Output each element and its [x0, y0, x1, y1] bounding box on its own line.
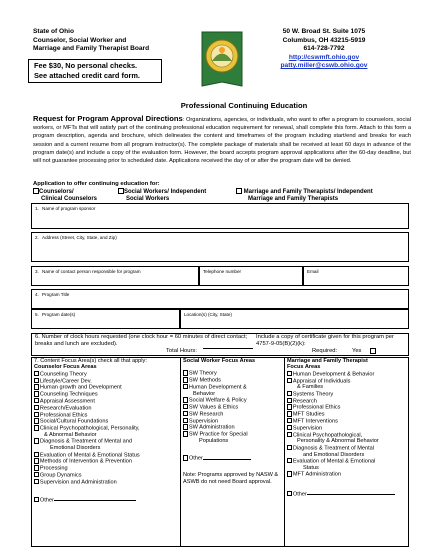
field-label: Telephone number	[203, 269, 242, 274]
focus-item[interactable]	[34, 405, 147, 412]
focus-item[interactable]	[183, 411, 281, 418]
focus-item[interactable]	[183, 424, 281, 431]
focus-label: Clinical Psychopathological, Personality,	[39, 425, 140, 432]
checkbox[interactable]	[287, 404, 292, 409]
focus-label-continued: & Abnormal Behavior	[44, 431, 97, 438]
focus-label: Professional Ethics	[39, 411, 88, 418]
counselor-column-title: Counselor Focus Areas	[34, 364, 97, 371]
contact-person-field[interactable]	[31, 266, 199, 286]
focus-item[interactable]	[287, 411, 395, 418]
focus-label: Research	[292, 398, 317, 404]
option-mft[interactable]	[236, 188, 373, 202]
focus-label: Human Development &	[188, 384, 247, 391]
checkbox[interactable]	[287, 398, 292, 403]
focus-item[interactable]	[34, 378, 147, 385]
nasw-aswb-note: Note: Programs approved by NASW & ASWB do not need Board approval.	[183, 472, 279, 485]
focus-label: Other	[39, 496, 54, 503]
address-line: 50 W. Broad St. Suite 1075	[282, 28, 366, 35]
field-label: Name of program sponsor	[42, 206, 96, 211]
checkbox[interactable]	[236, 188, 242, 194]
focus-label: Counseling Techniques	[39, 391, 98, 398]
sponsor-name-field[interactable]	[31, 203, 409, 229]
focus-label: Diagnosis & Treatment of Mental and	[39, 438, 132, 445]
focus-item[interactable]	[183, 370, 281, 377]
focus-label: Other	[188, 455, 203, 462]
field-label: Address (Street, City, State, and Zip)	[42, 235, 117, 240]
focus-item[interactable]	[183, 384, 281, 391]
focus-label: Evaluation of Mental & Emotional	[292, 458, 376, 465]
focus-item[interactable]	[287, 425, 395, 432]
focus-label: SW Values & Ethics	[188, 404, 239, 411]
focus-label: MFT Interventions	[292, 418, 338, 425]
focus-label: Evaluation of Mental & Emotional Status	[39, 451, 140, 458]
checkbox[interactable]	[183, 404, 188, 409]
checkbox[interactable]	[34, 418, 39, 423]
program-dates-field[interactable]	[31, 309, 180, 329]
program-location-field[interactable]	[180, 309, 409, 329]
checkbox[interactable]	[34, 438, 39, 443]
checkbox[interactable]	[287, 425, 292, 430]
form-title: Professional Continuing Education	[180, 101, 308, 110]
focus-label: Research/Evaluation	[39, 405, 92, 412]
field-number: 5.	[35, 312, 39, 317]
option-label: Marriage and Family Therapists	[248, 195, 339, 202]
fee-line: Fee $30, No personal checks.	[34, 61, 138, 70]
focus-label: Diagnosis & Treatment of Mental	[292, 445, 375, 452]
focus-label: SW Administration	[188, 424, 235, 431]
focus-label-continued: & Families	[297, 384, 324, 391]
checkbox[interactable]	[287, 391, 292, 396]
focus-label: Appraisal Assessment	[39, 398, 95, 405]
focus-item[interactable]	[287, 378, 395, 385]
column-divider	[180, 357, 181, 547]
focus-label-continued: Behavior	[193, 390, 216, 397]
field-label: Name of contact person responsible for program	[42, 269, 141, 274]
other-input[interactable]	[54, 500, 136, 501]
focus-item[interactable]	[34, 438, 147, 445]
header-line: Counselor, Social Worker and	[33, 36, 127, 44]
checkbox[interactable]	[183, 377, 188, 382]
address-line: Columbus, OH 43215-5919	[282, 36, 366, 44]
field-number: 3.	[35, 269, 39, 274]
telephone-field[interactable]	[199, 266, 303, 286]
checkbox[interactable]	[34, 384, 39, 389]
intro-directions	[33, 115, 411, 165]
focus-label-continued: Emotional Disorders	[50, 445, 101, 452]
checkbox[interactable]	[183, 411, 188, 416]
checkbox[interactable]	[183, 431, 188, 436]
focus-item[interactable]	[34, 458, 147, 465]
focus-item[interactable]	[183, 397, 281, 404]
focus-label: Supervision	[292, 425, 323, 432]
checkbox[interactable]	[287, 371, 292, 376]
checkbox[interactable]	[34, 412, 39, 417]
focus-label: Social/Cultural Foundations	[39, 418, 109, 425]
counselor-focus-column	[34, 358, 147, 503]
field-number: 1.	[35, 206, 39, 211]
header-line: State of Ohio	[33, 28, 75, 35]
focus-label: Human Development & Behavior	[292, 371, 375, 378]
address-field[interactable]	[31, 232, 409, 262]
checkbox[interactable]	[34, 472, 39, 477]
focus-item[interactable]	[287, 404, 395, 411]
focus-label: SW Research	[188, 411, 224, 418]
email-field[interactable]	[303, 266, 409, 286]
column-divider	[284, 357, 285, 547]
focus-label: Systems Theory	[292, 391, 334, 398]
header-line: Marriage and Family Therapist Board	[33, 45, 150, 53]
focus-item[interactable]	[287, 371, 395, 378]
focus-item[interactable]	[34, 425, 147, 432]
focus-item[interactable]	[34, 371, 147, 378]
mft-column-title: Marriage and Family Therapist	[287, 358, 368, 364]
certificate-instruction: Include a copy of certificate given for this program per 4757-9-05(B)(2)(k):	[256, 334, 394, 347]
question-number: 6.	[35, 334, 40, 340]
phone-number: 614-728-7792	[303, 45, 345, 53]
focus-item[interactable]	[34, 398, 147, 405]
required-label: Required:	[312, 348, 338, 354]
other-input[interactable]	[307, 494, 395, 495]
focus-other[interactable]	[34, 497, 147, 504]
checkbox[interactable]	[34, 391, 39, 396]
checkbox[interactable]	[34, 378, 39, 383]
focus-label-continued: and Emotional Disorders	[303, 451, 365, 458]
focus-label: SW Practice for Special	[188, 431, 248, 438]
other-input[interactable]	[203, 459, 251, 460]
checkbox[interactable]	[287, 458, 292, 463]
total-hours-label: Total Hours:	[166, 348, 197, 354]
question-text: Number of clock hours requested (one clock hour = 60 minutes of direct contact; breaks and lunch are excluded).	[35, 334, 248, 347]
field-label: Program date(s)	[42, 312, 76, 317]
field-label: Program Title	[42, 292, 70, 297]
board-contact-block	[252, 28, 396, 71]
checkbox[interactable]	[287, 445, 292, 450]
checkbox[interactable]	[183, 397, 188, 402]
focus-label: Clinical Psychopathological,	[292, 431, 363, 438]
focus-item[interactable]	[34, 465, 147, 472]
field-label: Location(s) (City, State)	[184, 312, 232, 317]
focus-label: SW Theory	[188, 370, 217, 377]
mft-focus-column	[287, 358, 395, 498]
checkbox[interactable]	[34, 458, 39, 463]
fee-line: See attached credit card form.	[34, 71, 140, 80]
email-link[interactable]: patty.miller@cswb.ohio.gov	[280, 62, 368, 70]
checkbox[interactable]	[34, 425, 39, 430]
focus-item[interactable]	[287, 398, 395, 405]
focus-item[interactable]	[287, 391, 395, 398]
checkbox[interactable]	[34, 497, 39, 502]
focus-label: SW Methods	[188, 377, 221, 384]
checkbox[interactable]	[183, 418, 188, 423]
focus-item[interactable]	[287, 458, 395, 465]
mft-column-title: Focus Areas	[287, 364, 321, 371]
yes-label: Yes	[352, 348, 362, 354]
focus-item[interactable]	[34, 418, 147, 425]
option-counselors[interactable]	[33, 188, 97, 202]
focus-label: Processing	[39, 465, 68, 472]
fee-notice-box	[28, 59, 162, 83]
checkbox[interactable]	[287, 471, 292, 476]
focus-label: Social Welfare & Policy	[188, 397, 247, 404]
checkbox[interactable]	[287, 378, 292, 383]
focus-label: Supervision and Administration	[39, 479, 117, 486]
focus-other[interactable]	[183, 455, 281, 462]
checkbox[interactable]	[183, 384, 188, 389]
checkbox[interactable]	[34, 479, 39, 484]
social-worker-column-title: Social Worker Focus Areas	[183, 358, 256, 364]
checkbox[interactable]	[34, 465, 39, 470]
checkbox[interactable]	[183, 370, 188, 375]
required-yes-checkbox[interactable]	[370, 348, 376, 354]
ohio-seal-icon	[200, 28, 244, 90]
field-number: 2.	[35, 235, 39, 240]
intro-heading: Request for Program Approval Directions	[33, 114, 183, 123]
focus-label: MFT Studies	[292, 411, 325, 418]
focus-label: Appraisal of Individuals	[292, 378, 351, 384]
option-label: Social Workers/ Independent	[124, 189, 207, 195]
checkbox[interactable]	[287, 491, 292, 496]
focus-label: Lifestyle/Career Dev.	[39, 378, 92, 384]
checkbox[interactable]	[287, 432, 292, 437]
focus-item[interactable]	[34, 384, 147, 391]
question-text: Content Focus Area(s) check all that apply:	[40, 358, 147, 364]
focus-label-continued: Personality & Abnormal Behavior	[297, 438, 379, 445]
focus-item[interactable]	[34, 412, 147, 419]
checkbox[interactable]	[34, 452, 39, 457]
focus-label: Professional Ethics	[292, 404, 341, 411]
focus-label-continued: Status	[303, 464, 319, 471]
checkbox[interactable]	[34, 405, 39, 410]
application-heading: Application to offer continuing education for:	[33, 181, 160, 187]
focus-label: Group Dynamics	[39, 472, 82, 479]
focus-item[interactable]	[34, 479, 147, 486]
program-title-field[interactable]	[31, 289, 409, 309]
board-name-block	[33, 28, 149, 54]
option-label: Clinical Counselors	[41, 195, 98, 202]
option-label: Social Workers	[126, 195, 170, 202]
field-label: Email	[307, 269, 319, 274]
focus-item[interactable]	[34, 391, 147, 398]
checkbox[interactable]	[183, 455, 188, 460]
option-label: Counselors/	[39, 189, 74, 195]
focus-label: Other	[292, 491, 307, 498]
checkbox[interactable]	[287, 418, 292, 423]
checkbox[interactable]	[34, 371, 39, 376]
social-worker-focus-column	[183, 358, 281, 485]
focus-label: Supervision	[188, 417, 219, 424]
focus-label-continued: Populations	[199, 437, 229, 444]
intro-text: : Organizations, agencies, or individuals, who want to offer a program to counselors, social workers, or MFTs that will satisfy part of the continuing professional education requirement for renewal, shall complete this form. Attach to this form a program description, agenda and brochure, which delineates the content and timeframes of the program including start/end and breaks for each session and a current resume from all program instructor(s). The complete package of materials shall be received at least 60 days in advance of the program date(s) and include a copy of the evaluation form. However, the board accepts program approval applications after the 60-day deadline, but will not guarantee processing prior to scheduled date. Applications received the day of or after the program date will be denied.	[33, 117, 412, 165]
option-label: Marriage and Family Therapists/ Independent	[243, 189, 373, 195]
field-number: 4.	[35, 292, 39, 297]
focus-item[interactable]	[287, 418, 395, 425]
focus-item[interactable]	[183, 418, 281, 425]
focus-item[interactable]	[183, 431, 281, 438]
focus-label: Human growth and Development	[39, 384, 122, 391]
focus-item[interactable]	[34, 472, 147, 479]
focus-item[interactable]	[183, 377, 281, 384]
focus-label: MFT Administration	[292, 471, 341, 478]
focus-label: Counseling Theory	[39, 371, 87, 378]
option-social-workers[interactable]	[118, 188, 206, 202]
focus-item[interactable]	[287, 445, 395, 452]
focus-item[interactable]	[287, 432, 395, 439]
focus-other[interactable]	[287, 491, 395, 498]
checkbox[interactable]	[183, 424, 188, 429]
focus-item[interactable]	[287, 471, 395, 478]
question-number: 7.	[34, 358, 39, 364]
focus-item[interactable]	[34, 452, 147, 459]
focus-label: Methods of Intervention & Prevention	[39, 458, 132, 465]
checkbox[interactable]	[34, 398, 39, 403]
focus-item[interactable]	[183, 404, 281, 411]
checkbox[interactable]	[287, 411, 292, 416]
total-hours-input[interactable]	[203, 341, 253, 349]
website-link[interactable]: http://cswmft.ohio.gov	[288, 53, 360, 61]
